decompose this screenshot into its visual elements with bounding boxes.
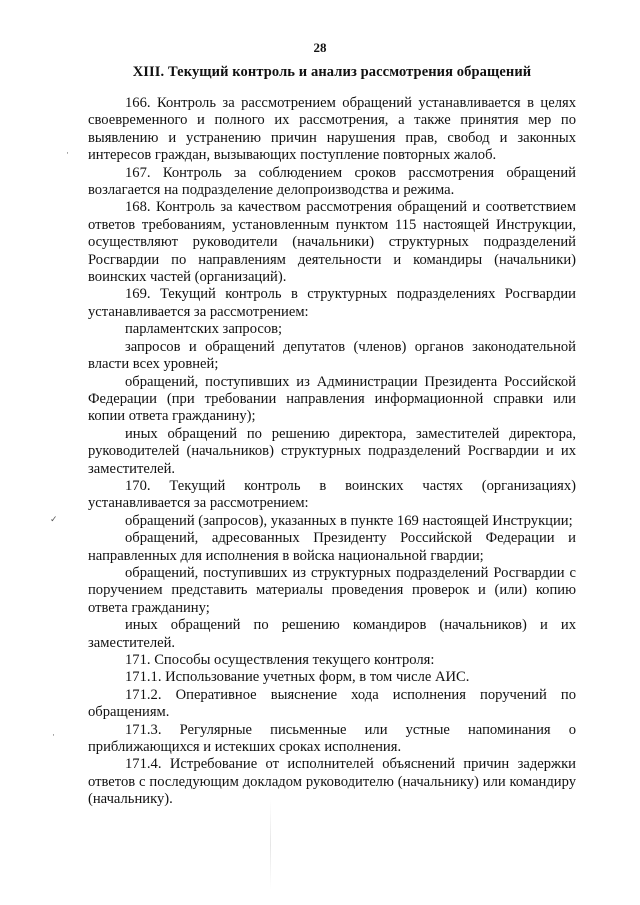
paragraph-171-2: 171.2. Оперативное выяснение хода исполнения поручений по обращениям. <box>88 686 576 721</box>
list-item-170-1: обращений (запросов), указанных в пункте 169 настоящей Инструкции; <box>125 512 573 529</box>
list-item-169-3: обращений, поступивших из Администрации Президента Российской Федерации (при требовании направления информационной справки или копии ответа гражданину); <box>88 373 576 425</box>
paragraph-171-1: 171.1. Использование учетных форм, в том числе АИС. <box>125 669 470 686</box>
paragraph-166: 166. Контроль за рассмотрением обращений устанавливается в целях своевременного и полного их рассмотрения, а также принятия мер по выявлению и устранению причин нарушения прав, свобод и законных интересов граждан, вызывающих поступление повторных жалоб. <box>88 95 576 164</box>
list-item-169-4: иных обращений по решению директора, заместителей директора, руководителей (начальников) структурных подразделений Росгвардии и их заместителей. <box>88 425 576 477</box>
scan-speck: · <box>52 730 55 740</box>
section-title: XIII. Текущий контроль и анализ рассмотрения обращений <box>132 64 532 80</box>
list-item-170-2: обращений, адресованных Президенту Российской Федерации и направленных для исполнения в войска национальной гвардии; <box>88 530 576 564</box>
list-item-169-2: запросов и обращений депутатов (членов) органов законодательной власти всех уровней; <box>88 338 576 373</box>
list-item-170-4: иных обращений по решению командиров (начальников) и их заместителей. <box>88 617 576 651</box>
scan-speck: · <box>66 148 69 158</box>
paragraph-168: 168. Контроль за качеством рассмотрения обращений и соответствием ответов требованиям, установленным пунктом 115 настоящей Инструкции, осуществляют руководители (начальники) структурных подразделений Росгвардии по направлениям деятельности и командиры (начальники) воинских частей (организаций). <box>88 199 576 286</box>
paragraph-169: 169. Текущий контроль в структурных подразделениях Росгвардии устанавливается за рассмотрением: <box>88 286 576 320</box>
scan-artifact-line <box>270 800 271 890</box>
scan-speck: ✓ <box>50 514 58 524</box>
document-body <box>88 95 576 809</box>
page-number: 28 <box>313 40 327 55</box>
paragraph-170: 170. Текущий контроль в воинских частях (организациях) устанавливается за рассмотрением: <box>88 477 576 512</box>
paragraph-167: 167. Контроль за соблюдением сроков рассмотрения обращений возлагается на подразделение делопроизводства и режима. <box>88 164 576 199</box>
paragraph-171-4: 171.4. Истребование от исполнителей объяснений причин задержки ответов с последующим докладом руководителю (начальнику) или командиру (начальнику). <box>88 756 576 808</box>
paragraph-171: 171. Способы осуществления текущего контроля: <box>125 652 435 668</box>
list-item-169-1: парламентских запросов; <box>125 321 283 338</box>
paragraph-171-3: 171.3. Регулярные письменные или устные напоминания о приближающихся и истекших сроках исполнения. <box>88 721 576 756</box>
list-item-170-3: обращений, поступивших из структурных подразделений Росгвардии с поручением представить материалы проведения проверок и (или) копию ответа гражданину; <box>88 564 576 616</box>
